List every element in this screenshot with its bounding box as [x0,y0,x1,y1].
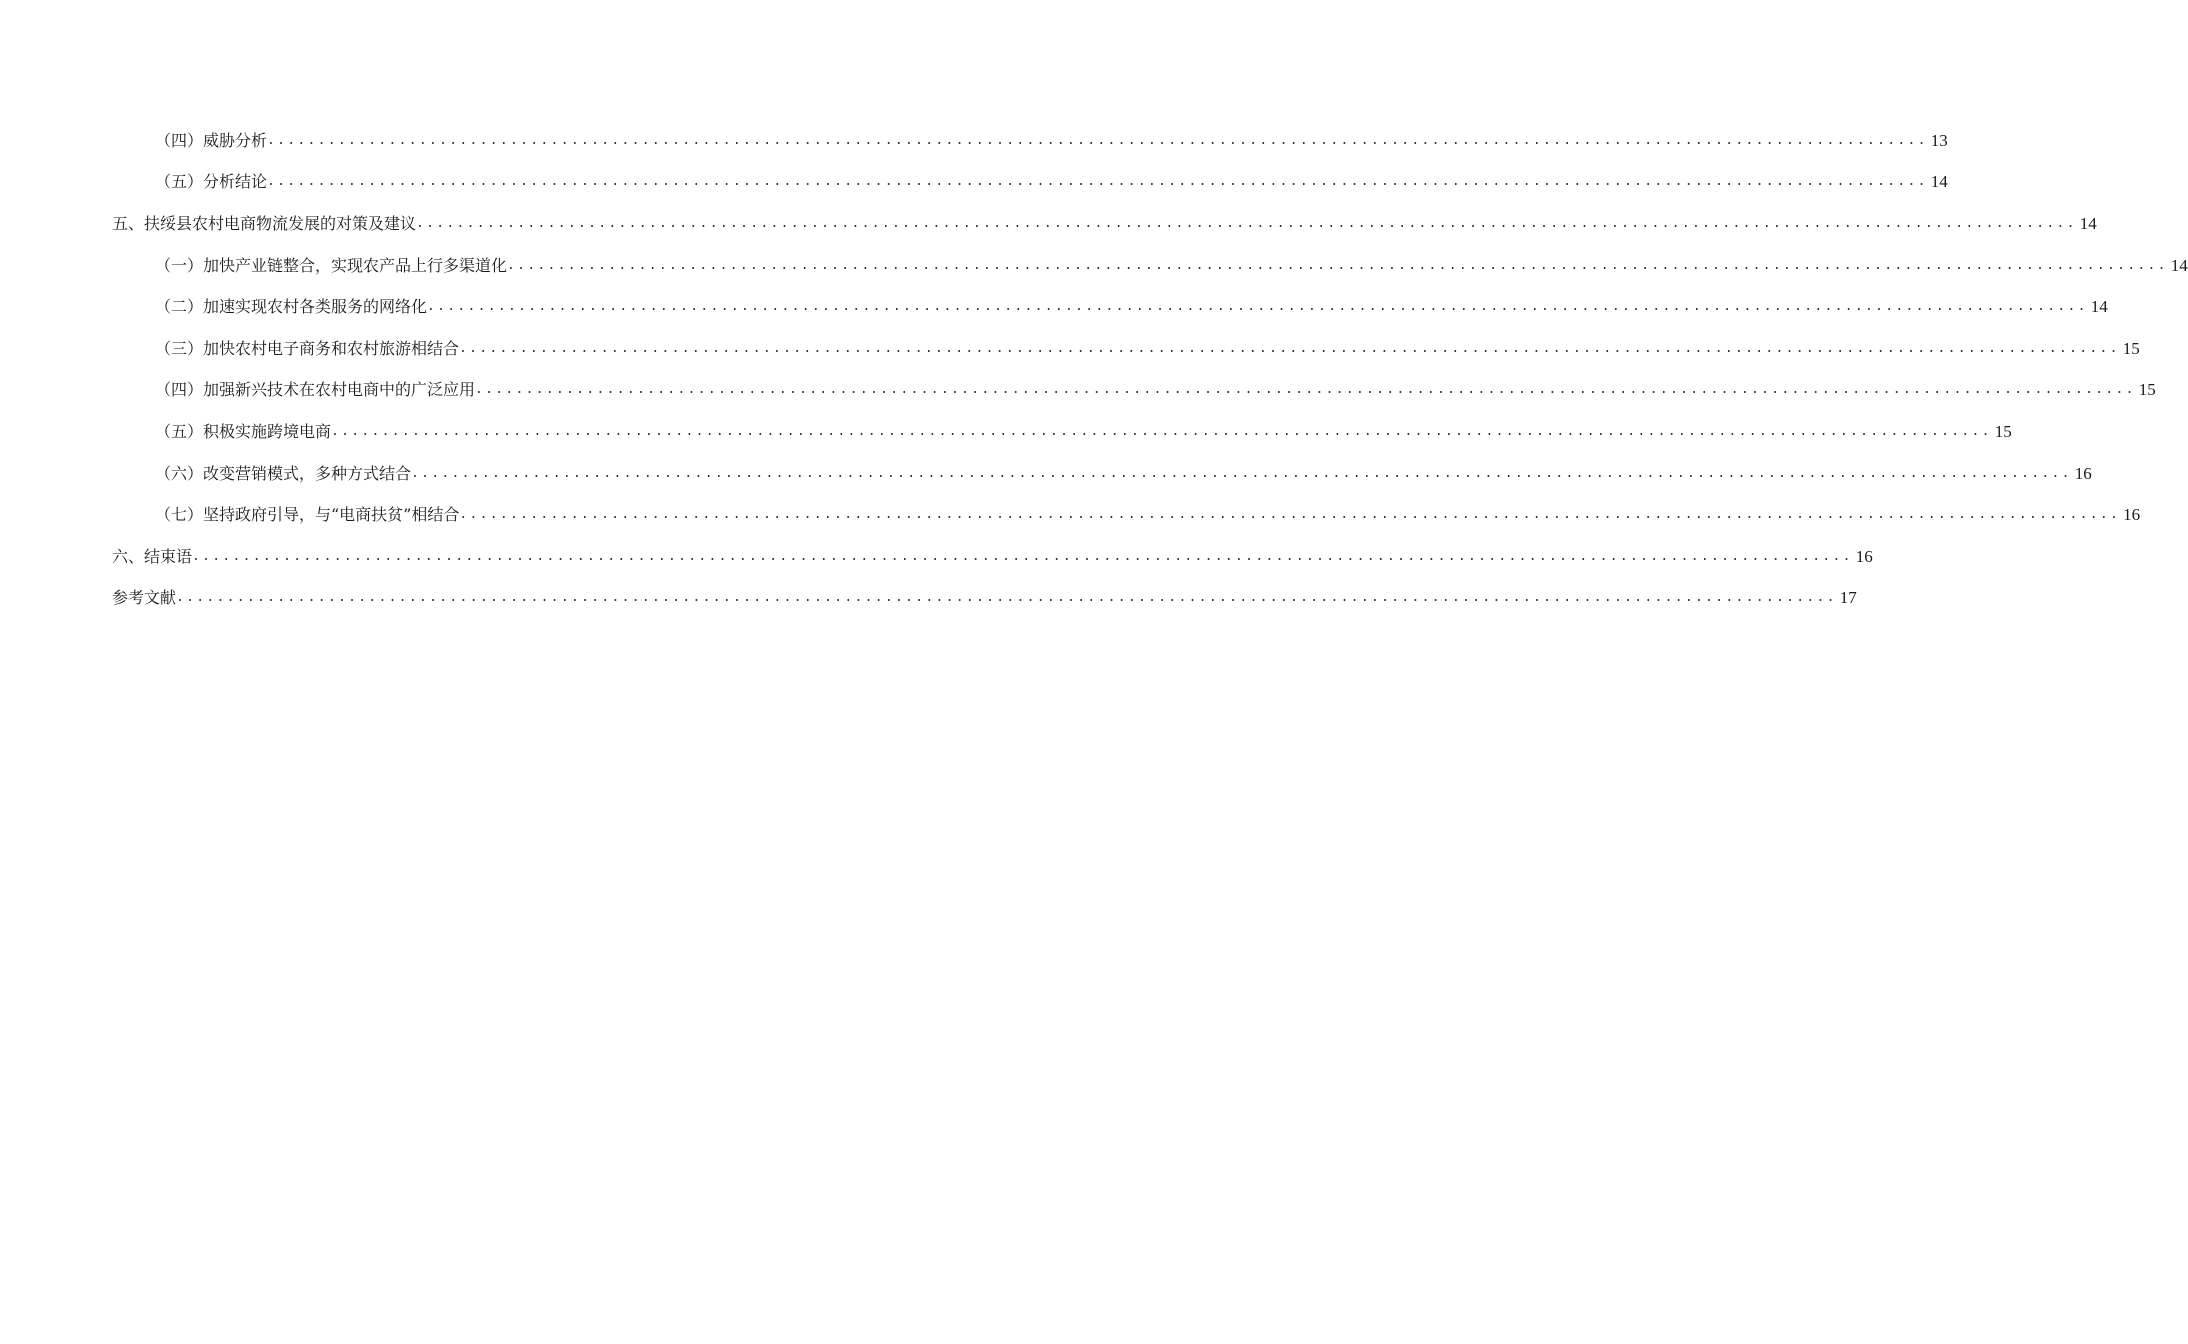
toc-entry-title: 六、结束语 [112,546,193,566]
toc-entry-title: （四）加强新兴技术在农村电商中的广泛应用 [155,380,476,400]
toc-page-number: 15 [2138,380,2156,400]
toc-page-number: 17 [1839,588,1857,608]
toc-entry-title: 五、扶绥县农村电商物流发展的对策及建议 [112,213,417,233]
toc-dot-leader: .................................................................................................................................................................... [459,507,2121,523]
toc-page-number: 14 [2079,213,2097,233]
toc-entry-networked-services[interactable] [0,286,2108,328]
toc-dot-leader: .................................................................................................................................................................... [192,548,1853,564]
toc-dot-leader: .................................................................................................................................................................... [267,132,1928,148]
toc-entry-title: （六）改变营销模式，多种方式结合 [155,463,412,483]
toc-dot-leader: .................................................................................................................................................................... [331,423,1992,439]
toc-entry-title: （四）威胁分析 [155,130,268,150]
toc-entry-title: （五）积极实施跨境电商 [155,421,332,441]
toc-entry-title: （五）分析结论 [155,172,268,192]
toc-page-number: 15 [1994,421,2012,441]
toc-entry-government-guidance[interactable] [0,494,2141,536]
table-of-contents [0,120,2188,619]
toc-dot-leader: .................................................................................................................................................................... [267,174,1928,190]
toc-dot-leader: .................................................................................................................................................................... [411,465,2072,481]
toc-page-number: 16 [2074,463,2092,483]
toc-page-number: 14 [2170,255,2188,275]
toc-entry-cross-border[interactable] [0,411,2012,453]
toc-entry-title: （三）加快农村电子商务和农村旅游相结合 [155,338,460,358]
toc-entry-references[interactable] [0,578,1857,620]
toc-entry-section-5[interactable] [0,203,2097,245]
toc-page-number: 13 [1930,130,1948,150]
toc-page-number: 14 [1930,172,1948,192]
toc-entry-title: （一）加快产业链整合，实现农产品上行多渠道化 [155,255,508,275]
toc-entry-new-technology[interactable] [0,370,2156,412]
toc-entry-threat-analysis[interactable] [0,120,1948,162]
toc-entry-marketing-mode[interactable] [0,453,2092,495]
toc-entry-ecommerce-tourism[interactable] [0,328,2140,370]
toc-entry-analysis-conclusion[interactable] [0,162,1948,204]
toc-entry-title: （二）加速实现农村各类服务的网络化 [155,297,428,317]
toc-page-number: 16 [2123,505,2141,525]
toc-dot-leader: .................................................................................................................................................................... [176,590,1837,606]
toc-dot-leader: .................................................................................................................................................................... [507,257,2168,273]
toc-page-number: 14 [2090,297,2108,317]
toc-page-number: 16 [1855,546,1873,566]
toc-entry-conclusion[interactable] [0,536,1873,578]
toc-entry-industry-chain[interactable] [0,245,2188,287]
toc-dot-leader: .................................................................................................................................................................... [416,215,2077,231]
toc-dot-leader: .................................................................................................................................................................... [427,299,2088,315]
toc-dot-leader: .................................................................................................................................................................... [475,382,2136,398]
toc-dot-leader: .................................................................................................................................................................... [459,340,2120,356]
toc-page-number: 15 [2122,338,2140,358]
toc-entry-title: （七）坚持政府引导，与“电商扶贫”相结合 [155,505,460,525]
toc-entry-title: 参考文献 [112,588,177,608]
